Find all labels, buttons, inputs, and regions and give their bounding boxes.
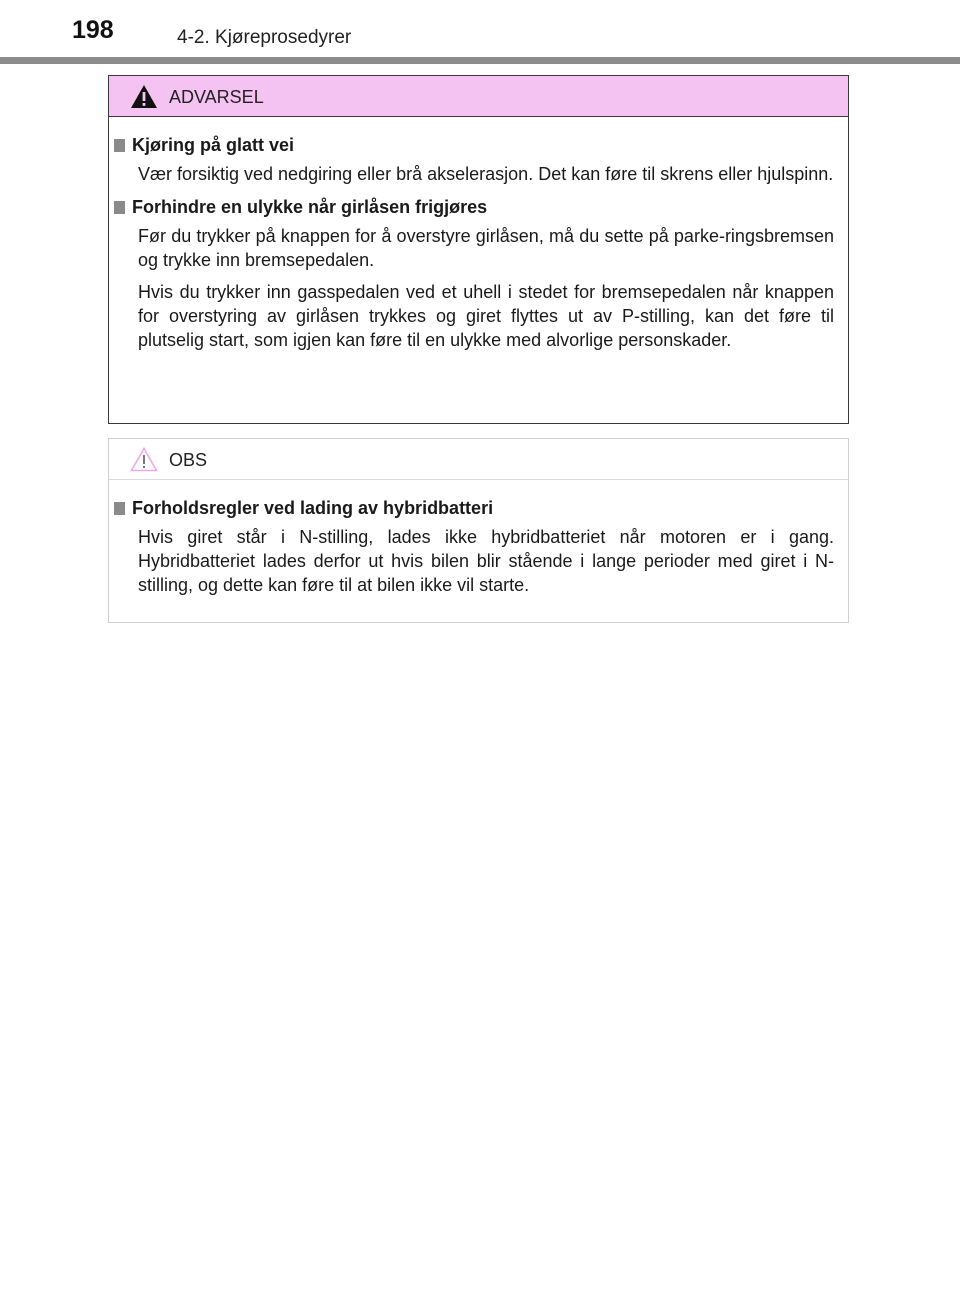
warning-triangle-icon xyxy=(130,84,158,109)
notice-item-paragraph: Hvis giret står i N-stilling, lades ikke hybridbatteriet når motoren er i gang. Hybridbatteriet lades derfor ut hvis bilen blir stående i lange perioder med giret i N-stilling, og dette kan føre til at bilen ikke vil starte. xyxy=(138,527,834,595)
page-number: 198 xyxy=(72,16,114,44)
section-title: 4-2. Kjøreprosedyrer xyxy=(177,27,352,48)
warning-body xyxy=(109,117,848,352)
notice-item-heading xyxy=(114,497,834,519)
warning-item-paragraph: Før du trykker på knappen for å overstyre girlåsen, må du sette på parke-ringsbremsen og trykke inn bremsepedalen. xyxy=(138,226,834,270)
notice-box-header xyxy=(109,439,848,480)
square-bullet-icon xyxy=(114,201,125,214)
notice-box xyxy=(108,438,849,623)
notice-body xyxy=(109,480,848,597)
square-bullet-icon xyxy=(114,139,125,152)
square-bullet-icon xyxy=(114,502,125,515)
notice-label: OBS xyxy=(169,450,208,470)
warning-item-paragraph: Vær forsiktig ved nedgiring eller brå akselerasjon. Det kan føre til skrens eller hjulspinn. xyxy=(138,164,834,184)
warning-box xyxy=(108,75,849,424)
warning-item-title: Forhindre en ulykke når girlåsen frigjøres xyxy=(132,197,488,217)
warning-box-header xyxy=(109,76,848,117)
warning-item-heading xyxy=(114,196,834,218)
caution-triangle-outline-icon xyxy=(130,447,158,472)
header-rule xyxy=(0,57,960,64)
notice-item-title: Forholdsregler ved lading av hybridbatteri xyxy=(132,498,494,518)
warning-item-title: Kjøring på glatt vei xyxy=(132,135,295,155)
warning-item-heading xyxy=(114,134,834,156)
warning-label: ADVARSEL xyxy=(169,87,264,107)
warning-item-paragraph: Hvis du trykker inn gasspedalen ved et uhell i stedet for bremsepedalen når knappen for overstyring av girlåsen trykkes og giret flyttes ut av P-stilling, kan det føre til plutselig start, som igjen kan føre til en ulykke med alvorlige personskader. xyxy=(138,282,834,350)
